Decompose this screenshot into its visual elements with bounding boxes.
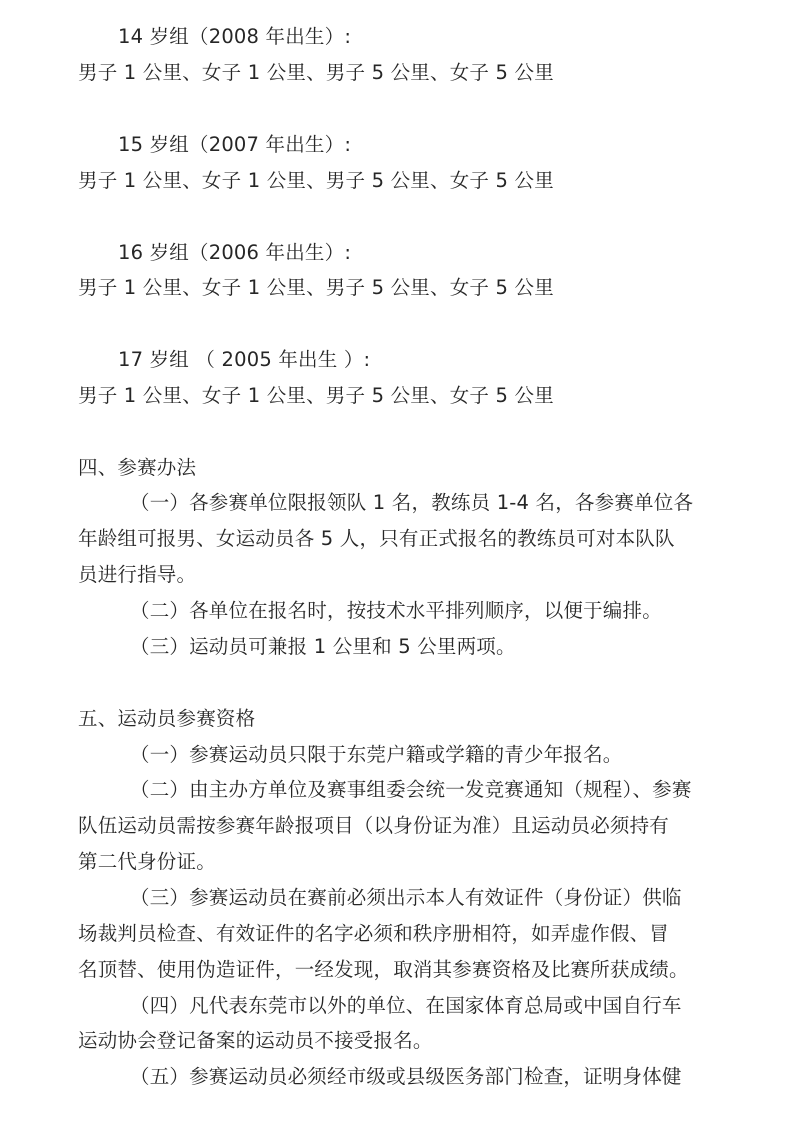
section-5-item-3-line-3: 名顶替、使用伪造证件，一经发现，取消其参赛资格及比赛所获成绩。 [78, 958, 689, 981]
section-5-item-4-line-1: （四）凡代表东莞市以外的单位、在国家体育总局或中国自行车 [130, 994, 682, 1017]
age-group-14-events: 男子 1 公里、女子 1 公里、男子 5 公里、女子 5 公里 [78, 61, 554, 84]
section-5-title: 五、运动员参赛资格 [78, 707, 256, 730]
section-5-item-2-line-2: 队伍运动员需按参赛年龄报项目（以身份证为准）且运动员必须持有 [78, 814, 670, 837]
section-4-title: 四、参赛办法 [78, 456, 197, 479]
age-group-16-heading: 16 岁组（2006 年出生）: [118, 241, 352, 264]
age-group-15-heading: 15 岁组（2007 年出生）: [118, 133, 352, 156]
section-5-item-3-line-2: 场裁判员检查、有效证件的名字必须和秩序册相符，如弄虚作假、冒 [78, 922, 670, 945]
section-5-item-2-line-1: （二）由主办方单位及赛事组委会统一发竞赛通知（规程）、参赛 [130, 778, 692, 801]
age-group-15-events: 男子 1 公里、女子 1 公里、男子 5 公里、女子 5 公里 [78, 169, 554, 192]
age-group-16-events: 男子 1 公里、女子 1 公里、男子 5 公里、女子 5 公里 [78, 276, 554, 299]
section-4-item-1-line-1: （一）各参赛单位限报领队 1 名，教练员 1-4 名，各参赛单位各 [130, 491, 694, 514]
section-5-item-5-line-1: （五）参赛运动员必须经市级或县级医务部门检查，证明身体健 [130, 1065, 682, 1088]
section-5-item-4-line-2: 运动协会登记备案的运动员不接受报名。 [78, 1029, 433, 1052]
age-group-17-heading: 17 岁组 （ 2005 年出生 ）: [118, 348, 371, 371]
age-group-17-events: 男子 1 公里、女子 1 公里、男子 5 公里、女子 5 公里 [78, 384, 554, 407]
section-4-item-1-line-3: 员进行指导。 [78, 563, 197, 586]
age-group-14-heading: 14 岁组（2008 年出生）: [118, 25, 352, 48]
section-4-item-1-line-2: 年龄组可报男、女运动员各 5 人，只有正式报名的教练员可对本队队 [78, 527, 675, 550]
section-4-item-2: （二）各单位在报名时，按技术水平排列顺序，以便于编排。 [130, 599, 662, 622]
section-5-item-3-line-1: （三）参赛运动员在赛前必须出示本人有效证件（身份证）供临 [130, 886, 682, 909]
section-5-item-2-line-3: 第二代身份证。 [78, 850, 216, 873]
section-5-item-1: （一）参赛运动员只限于东莞户籍或学籍的青少年报名。 [130, 743, 623, 766]
section-4-item-3: （三）运动员可兼报 1 公里和 5 公里两项。 [130, 635, 516, 658]
